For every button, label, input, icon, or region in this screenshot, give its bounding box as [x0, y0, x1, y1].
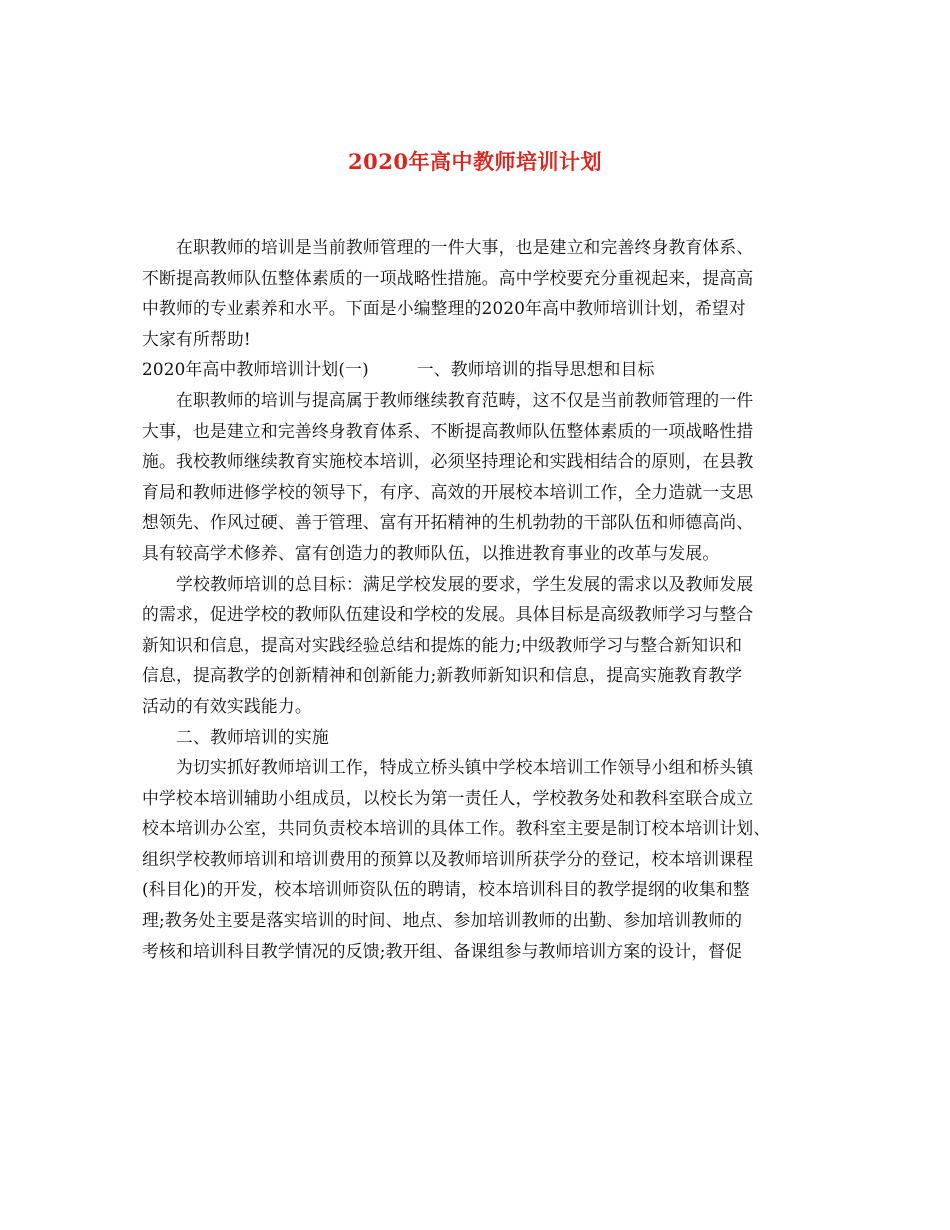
paragraph-line: 理;教务处主要是落实培训的时间、地点、参加培训教师的出勤、参加培训教师的	[142, 910, 743, 931]
paragraph-line: 中教师的专业素养和水平。下面是小编整理的2020年高中教师培训计划，希望对	[142, 298, 746, 319]
paragraph-line: 不断提高教师队伍整体素质的一项战略性措施。高中学校要充分重视起来，提高高	[142, 267, 754, 288]
paragraph-line: 施。我校教师继续教育实施校本培训，必须坚持理论和实践相结合的原则，在县教	[142, 451, 754, 472]
document-body	[142, 232, 812, 966]
paragraph-line: 活动的有效实践能力。	[142, 695, 312, 716]
paragraph-line: 大家有所帮助!	[142, 328, 251, 349]
section-heading-2: 二、教师培训的实施	[176, 726, 329, 747]
document-title: 2020年高中教师培训计划	[348, 149, 602, 174]
paragraph-line: 新知识和信息，提高对实践经验总结和提炼的能力;中级教师学习与整合新知识和	[142, 634, 743, 655]
paragraph-line: 大事，也是建立和完善终身教育体系、不断提高教师队伍整体素质的一项战略性措	[142, 420, 754, 441]
section-heading-1: 一、教师培训的指导思想和目标	[416, 359, 655, 380]
paragraph-line: 组织学校教师培训和培训费用的预算以及教师培训所获学分的登记，校本培训课程	[142, 848, 754, 869]
paragraph-line: 信息，提高教学的创新精神和创新能力;新教师新知识和信息，提高实施教育教学	[142, 665, 743, 686]
paragraph-line: 校本培训办公室，共同负责校本培训的具体工作。教科室主要是制订校本培训计划、	[142, 818, 771, 839]
paragraph-line: 的需求，促进学校的教师队伍建设和学校的发展。具体目标是高级教师学习与整合	[142, 604, 754, 625]
paragraph-line: 想领先、作风过硬、善于管理、富有开拓精神的生机勃勃的干部队伍和师德高尚、	[142, 512, 754, 533]
paragraph-line: 学校教师培训的总目标：满足学校发展的要求，学生发展的需求以及教师发展	[176, 573, 754, 594]
paragraph-line: 育局和教师进修学校的领导下，有序、高效的开展校本培训工作，全力造就一支思	[142, 481, 754, 502]
paragraph-line: 在职教师的培训是当前教师管理的一件大事，也是建立和完善终身教育体系、	[176, 237, 754, 257]
paragraph-line: 为切实抓好教师培训工作，特成立桥头镇中学校本培训工作领导小组和桥头镇	[176, 757, 754, 778]
paragraph-line: 在职教师的培训与提高属于教师继续教育范畴，这不仅是当前教师管理的一件	[176, 389, 754, 410]
section-heading-line	[142, 354, 812, 385]
paragraph-line: (科目化)的开发，校本培训师资队伍的聘请，校本培训科目的教学提纲的收集和整	[142, 879, 750, 900]
paragraph-line: 考核和培训科目教学情况的反馈;教开组、备课组参与教师培训方案的设计，督促	[142, 940, 743, 961]
paragraph-line: 具有较高学术修养、富有创造力的教师队伍，以推进教育事业的改革与发展。	[142, 542, 720, 563]
plan-heading: 2020年高中教师培训计划(一)	[142, 359, 369, 380]
paragraph-line: 中学校本培训辅助小组成员，以校长为第一责任人，学校教务处和教科室联合成立	[142, 787, 754, 808]
